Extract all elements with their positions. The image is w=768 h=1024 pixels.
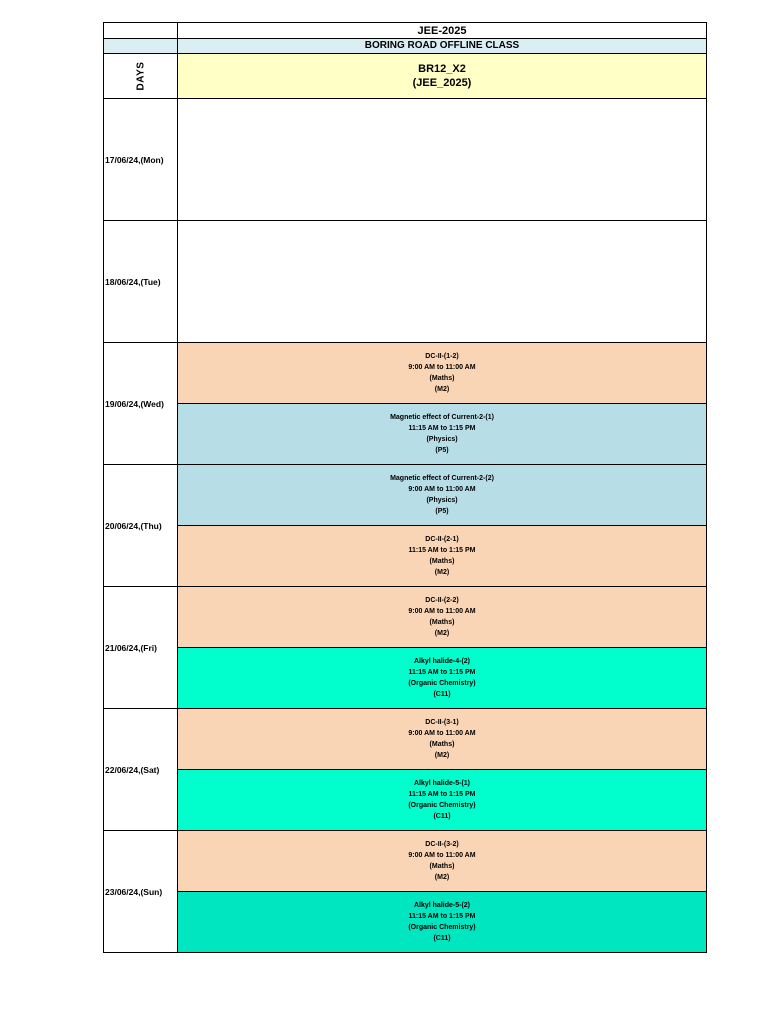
class-slot xyxy=(178,525,706,586)
class-code: (C11) xyxy=(433,813,451,820)
day-date: 19/06/24,(Wed) xyxy=(104,343,178,464)
class-topic: DC-II-(2-2) xyxy=(425,597,459,604)
class-time: 9:00 AM to 11:00 AM xyxy=(408,486,476,493)
class-slot xyxy=(178,465,706,525)
day-date: 17/06/24,(Mon) xyxy=(104,99,178,220)
class-slot xyxy=(178,647,706,708)
class-subject: (Organic Chemistry) xyxy=(408,924,476,931)
class-topic: Alkyl halide-4-(2) xyxy=(413,658,470,665)
class-code: (C11) xyxy=(433,935,451,942)
day-date: 22/06/24,(Sat) xyxy=(104,709,178,830)
class-topic: Magnetic effect of Current-2-(2) xyxy=(390,475,494,482)
column-header-row xyxy=(103,54,707,99)
class-slot xyxy=(178,343,706,403)
sheet-title: JEE-2025 xyxy=(417,25,467,37)
day-classes-cell xyxy=(178,465,706,586)
day-classes-cell xyxy=(178,709,706,830)
class-topic: Alkyl halide-5-(1) xyxy=(413,780,470,787)
class-subject: (Maths) xyxy=(429,375,455,382)
class-time: 9:00 AM to 11:00 AM xyxy=(408,852,476,859)
day-row xyxy=(103,465,707,587)
class-code: (M2) xyxy=(434,630,450,637)
class-subject: (Maths) xyxy=(429,863,455,870)
class-subject: (Physics) xyxy=(426,436,458,443)
class-topic: DC-II-(3-1) xyxy=(425,719,459,726)
class-subject: (Organic Chemistry) xyxy=(408,802,476,809)
day-row xyxy=(103,221,707,343)
empty-slot xyxy=(178,99,706,220)
day-row xyxy=(103,587,707,709)
title-row xyxy=(103,22,707,39)
class-time: 9:00 AM to 11:00 AM xyxy=(408,608,476,615)
class-slot xyxy=(178,403,706,464)
class-time: 11:15 AM to 1:15 PM xyxy=(408,425,476,432)
day-row xyxy=(103,343,707,465)
class-slot xyxy=(178,769,706,830)
class-topic: DC-II-(3-2) xyxy=(425,841,459,848)
day-date: 21/06/24,(Fri) xyxy=(104,587,178,708)
class-time: 11:15 AM to 1:15 PM xyxy=(408,791,476,798)
day-classes-cell xyxy=(178,831,706,952)
day-date: 23/06/24,(Sun) xyxy=(104,831,178,952)
day-rows xyxy=(103,99,707,953)
class-slot xyxy=(178,831,706,891)
days-header-cell xyxy=(104,54,178,98)
class-code: (M2) xyxy=(434,386,450,393)
class-code: (M2) xyxy=(434,569,450,576)
sheet-subtitle: BORING ROAD OFFLINE CLASS xyxy=(364,40,520,51)
class-code: (P5) xyxy=(435,508,449,515)
day-classes-cell xyxy=(178,587,706,708)
day-classes-cell xyxy=(178,343,706,464)
class-time: 11:15 AM to 1:15 PM xyxy=(408,547,476,554)
class-subject: (Organic Chemistry) xyxy=(408,680,476,687)
batch-name: BR12_X2 xyxy=(418,63,466,75)
class-time: 9:00 AM to 11:00 AM xyxy=(408,730,476,737)
day-row xyxy=(103,99,707,221)
class-subject: (Maths) xyxy=(429,558,455,565)
empty-slot xyxy=(178,221,706,342)
subtitle-row-blank-cell xyxy=(104,39,178,53)
class-time: 11:15 AM to 1:15 PM xyxy=(408,913,476,920)
class-slot xyxy=(178,709,706,769)
schedule-table xyxy=(103,22,707,953)
class-slot xyxy=(178,891,706,952)
class-subject: (Physics) xyxy=(426,497,458,504)
batch-header-cell xyxy=(178,54,706,98)
day-row xyxy=(103,831,707,953)
class-topic: Alkyl halide-5-(2) xyxy=(413,902,470,909)
class-topic: DC-II-(1-2) xyxy=(425,353,459,360)
class-code: (C11) xyxy=(433,691,451,698)
day-classes-cell xyxy=(178,99,706,220)
class-topic: DC-II-(2-1) xyxy=(425,536,459,543)
class-subject: (Maths) xyxy=(429,619,455,626)
title-row-blank-cell xyxy=(104,23,178,38)
subtitle-row xyxy=(103,39,707,54)
class-subject: (Maths) xyxy=(429,741,455,748)
class-time: 11:15 AM to 1:15 PM xyxy=(408,669,476,676)
class-topic: Magnetic effect of Current-2-(1) xyxy=(390,414,494,421)
class-code: (M2) xyxy=(434,752,450,759)
batch-exam: (JEE_2025) xyxy=(412,77,472,89)
class-code: (P5) xyxy=(435,447,449,454)
class-time: 9:00 AM to 11:00 AM xyxy=(408,364,476,371)
class-slot xyxy=(178,587,706,647)
day-date: 20/06/24,(Thu) xyxy=(104,465,178,586)
class-code: (M2) xyxy=(434,874,450,881)
days-label: DAYS xyxy=(135,61,146,91)
day-date: 18/06/24,(Tue) xyxy=(104,221,178,342)
day-classes-cell xyxy=(178,221,706,342)
day-row xyxy=(103,709,707,831)
